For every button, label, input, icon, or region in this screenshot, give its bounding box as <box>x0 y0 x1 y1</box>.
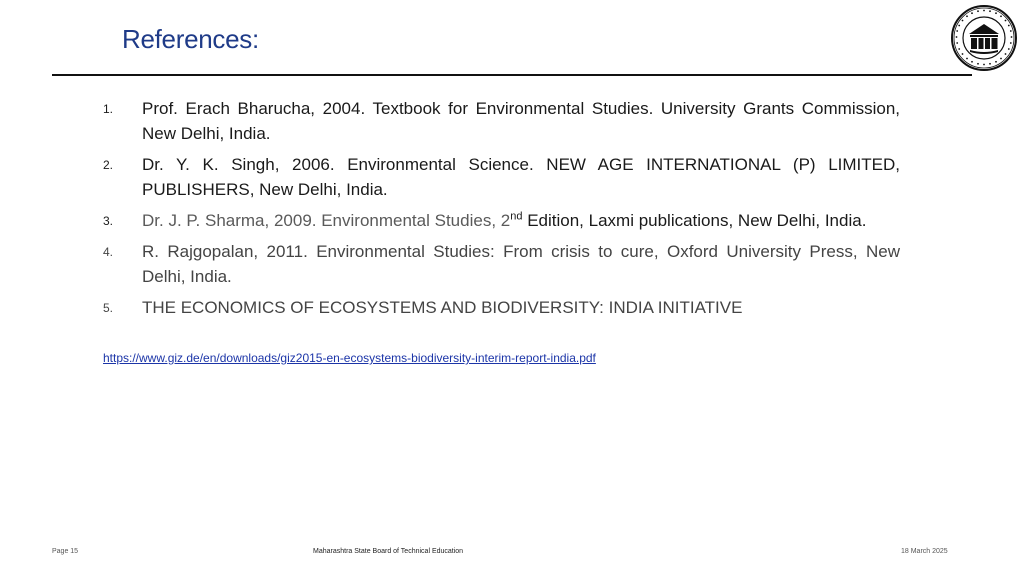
title-divider <box>52 74 972 76</box>
msbte-emblem-icon <box>950 4 1018 72</box>
reference-text-part: Dr. J. P. Sharma, 2009. Environmental Studies, 2 <box>142 211 511 230</box>
reference-superscript: nd <box>510 210 523 223</box>
reference-text: Prof. Erach Bharucha, 2004. Textbook for Environmental Studies. University Grants Commission, New Delhi, India. <box>142 99 900 143</box>
reference-item <box>100 152 900 202</box>
footer-date: 18 March 2025 <box>901 548 948 555</box>
reference-list <box>100 96 900 326</box>
reference-text-part: Edition, Laxmi publications, New Delhi, India. <box>522 211 867 230</box>
reference-item <box>100 239 900 289</box>
page-title: References: <box>122 24 259 54</box>
reference-text: R. Rajgopalan, 2011. Environmental Studies: From crisis to cure, Oxford University Press, New Delhi, India. <box>142 242 900 286</box>
reference-number: 5. <box>103 301 114 315</box>
reference-number: 2. <box>103 158 114 172</box>
reference-number: 1. <box>103 102 114 116</box>
reference-item <box>100 96 900 146</box>
footer-page-number: Page 15 <box>52 548 79 555</box>
reference-text: THE ECONOMICS OF ECOSYSTEMS AND BIODIVERSITY: INDIA INITIATIVE <box>142 298 743 317</box>
reference-text: Dr. Y. K. Singh, 2006. Environmental Science. NEW AGE INTERNATIONAL (P) LIMITED, PUBLISHERS, New Delhi, India. <box>142 155 900 199</box>
reference-item <box>100 295 900 320</box>
reference-item <box>100 208 900 233</box>
reference-number: 3. <box>103 214 114 228</box>
emblem-graphic <box>950 4 1018 72</box>
footer-organization: Maharashtra State Board of Technical Education <box>313 548 464 555</box>
reference-number: 4. <box>103 245 114 259</box>
reference-link[interactable]: https://www.giz.de/en/downloads/giz2015-en-ecosystems-biodiversity-interim-report-india.pdf <box>103 351 596 365</box>
